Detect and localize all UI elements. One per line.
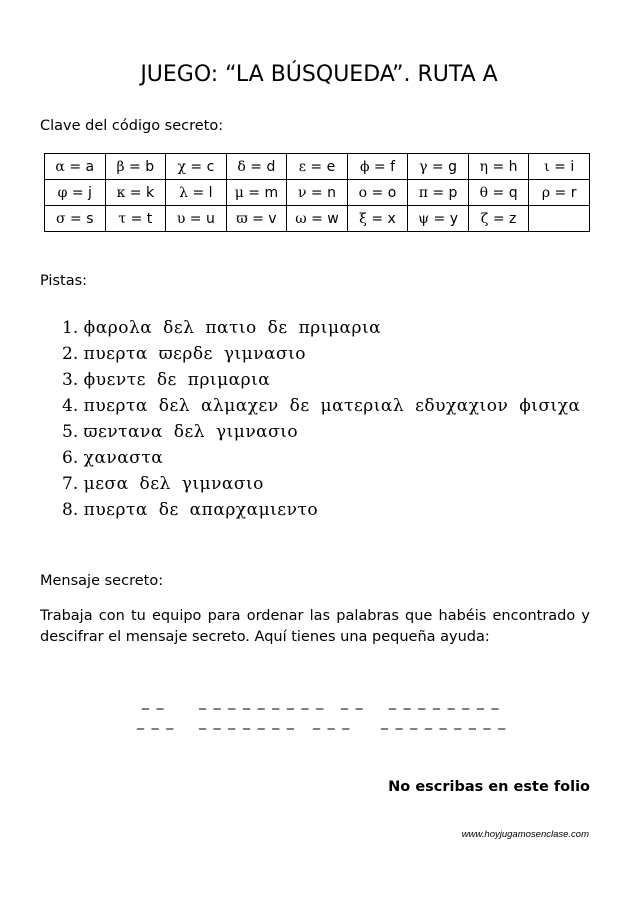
greek-letter: ν	[297, 184, 307, 201]
greek-letter: π	[418, 184, 428, 201]
greek-letter: ε	[298, 158, 306, 175]
code-key-heading: Clave del código secreto:	[40, 118, 224, 134]
greek-letter: ω	[295, 210, 307, 227]
code-key-cell: ω = w	[287, 206, 348, 232]
latin-letter: s	[86, 210, 94, 227]
greek-letter: ψ	[418, 210, 430, 227]
greek-letter: τ	[118, 210, 127, 227]
clue-number: 4.	[62, 396, 79, 416]
blank-word: _ _	[341, 694, 365, 710]
latin-letter: t	[146, 210, 153, 227]
code-key-cell: ε = e	[287, 154, 348, 180]
code-key-cell: ξ = x	[347, 206, 408, 232]
greek-letter: λ	[179, 184, 189, 201]
greek-letter: ξ	[359, 210, 367, 227]
clue-text: ϕυεντε δε πριμαρια	[83, 370, 271, 390]
latin-letter: v	[268, 210, 277, 227]
clues-heading: Pistas:	[40, 273, 88, 289]
warning-note: No escribas en este folio	[388, 779, 590, 795]
instructions-paragraph: Trabaja con tu equipo para ordenar las palabras que habéis encontrado y descifrar el mensaje secreto. Aquí tienes una pequeña ayuda:	[40, 608, 590, 645]
code-key-cell: ι = i	[529, 154, 590, 180]
greek-letter: σ	[56, 210, 66, 227]
code-key-cell: α = a	[45, 154, 106, 180]
clue-number: 3.	[62, 370, 79, 390]
greek-letter: χ	[177, 158, 186, 175]
code-key-cell: ρ = r	[529, 180, 590, 206]
greek-letter: ι	[544, 158, 550, 175]
clue-text: πυερτα ϖερδε γιμνασιο	[83, 344, 307, 364]
greek-letter: φ	[57, 184, 68, 201]
code-key-cell: ο = o	[347, 180, 408, 206]
greek-letter: ϕ	[359, 158, 370, 175]
code-key-cell: τ = t	[105, 206, 166, 232]
clue-number: 8.	[62, 500, 79, 520]
latin-letter: z	[509, 210, 517, 227]
code-key-cell: χ = c	[166, 154, 227, 180]
greek-letter: β	[116, 158, 125, 175]
blank-word: _ _ _	[137, 714, 175, 730]
code-key-cell: ϕ = f	[347, 154, 408, 180]
blank-word: _ _ _ _ _ _ _	[199, 714, 296, 730]
clue-text: μεσα δελ γιμνασιο	[83, 474, 264, 494]
code-key-cell: π = p	[408, 180, 469, 206]
clue-number: 7.	[62, 474, 79, 494]
code-key-cell: κ = k	[105, 180, 166, 206]
clue-number: 6.	[62, 448, 79, 468]
secret-message-heading: Mensaje secreto:	[40, 573, 164, 589]
clue-text: πυερτα δελ αλμαχεν δε ματεριαλ εδυχαχιον ϕισιχα	[83, 396, 581, 416]
latin-letter: i	[570, 158, 575, 175]
code-key-cell: ψ = y	[408, 206, 469, 232]
latin-letter: x	[387, 210, 396, 227]
clue-number: 5.	[62, 422, 79, 442]
clue-text: ϕαρολα δελ πατιο δε πριμαρια	[83, 318, 382, 338]
greek-letter: ζ	[480, 210, 489, 227]
greek-letter: κ	[116, 184, 126, 201]
greek-letter: μ	[234, 184, 244, 201]
latin-letter: p	[448, 184, 458, 201]
latin-letter: d	[266, 158, 276, 175]
code-key-cell: σ = s	[45, 206, 106, 232]
latin-letter: a	[85, 158, 95, 175]
code-key-cell: ν = n	[287, 180, 348, 206]
code-key-cell: μ = m	[226, 180, 287, 206]
page-title: JUEGO: “LA BÚSQUEDA”. RUTA A	[140, 62, 498, 87]
blank-word: _ _	[142, 694, 166, 710]
greek-letter: υ	[176, 210, 186, 227]
code-key-cell: θ = q	[468, 180, 529, 206]
blank-word: _ _ _	[313, 714, 351, 730]
latin-letter: n	[327, 184, 336, 201]
blank-word: _ _ _ _ _ _ _ _ _	[381, 714, 507, 730]
latin-letter: f	[390, 158, 396, 175]
latin-letter: o	[387, 184, 397, 201]
latin-letter: k	[145, 184, 155, 201]
code-key-cell: δ = d	[226, 154, 287, 180]
clue-number: 2.	[62, 344, 79, 364]
code-key-cell: β = b	[105, 154, 166, 180]
latin-letter: j	[88, 184, 92, 201]
greek-letter: θ	[479, 184, 489, 201]
latin-letter: r	[570, 184, 577, 201]
latin-letter: l	[208, 184, 213, 201]
latin-letter: q	[508, 184, 518, 201]
clue-text: πυερτα δε απαρχαμιεντο	[83, 500, 319, 520]
code-key-cell: φ = j	[45, 180, 106, 206]
clue-text: ϖεντανα δελ γιμνασιο	[83, 422, 299, 442]
latin-letter: g	[448, 158, 457, 175]
blank-word: _ _ _ _ _ _ _ _	[389, 694, 501, 710]
greek-letter: γ	[419, 158, 428, 175]
code-key-cell: λ = l	[166, 180, 227, 206]
latin-letter: u	[206, 210, 215, 227]
code-key-cell: η = h	[468, 154, 529, 180]
code-key-cell: ϖ = v	[226, 206, 287, 232]
greek-letter: ϖ	[236, 210, 248, 227]
greek-letter: α	[55, 158, 65, 175]
code-key-cell: ζ = z	[468, 206, 529, 232]
greek-letter: η	[479, 158, 489, 175]
latin-letter: e	[326, 158, 336, 175]
latin-letter: c	[206, 158, 215, 175]
greek-letter: δ	[237, 158, 246, 175]
blank-word: _ _ _ _ _ _ _ _ _	[199, 694, 325, 710]
latin-letter: y	[449, 210, 459, 227]
latin-letter: b	[145, 158, 155, 175]
clue-text: χαναστα	[83, 448, 164, 468]
clue-number: 1.	[62, 318, 79, 338]
latin-letter: h	[508, 158, 518, 175]
code-key-cell: υ = u	[166, 206, 227, 232]
latin-letter: w	[327, 210, 339, 227]
website-footer: www.hoyjugamosenclase.com	[461, 829, 589, 840]
latin-letter: m	[264, 184, 279, 201]
greek-letter: ο	[358, 184, 368, 201]
code-key-cell: γ = g	[408, 154, 469, 180]
greek-letter: ρ	[541, 184, 551, 201]
